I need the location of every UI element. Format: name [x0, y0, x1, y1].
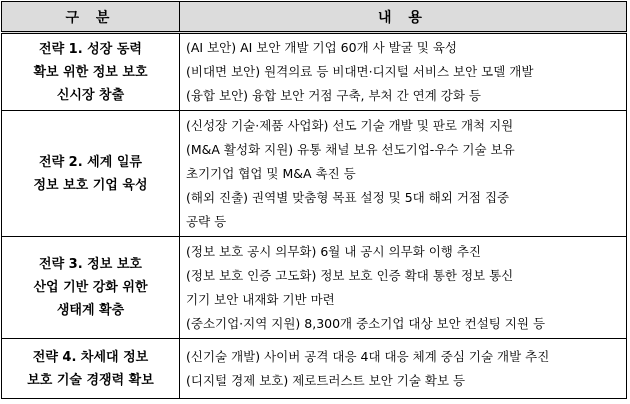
strategy-title-line: 전략 3. 정보 보호 [39, 257, 142, 272]
header-row [2, 2, 627, 33]
table-body [2, 33, 627, 399]
content-line: (정보 보호 인증 고도화) 정보 보호 인증 확대 통한 정보 통신 [186, 267, 514, 283]
strategy-category-cell [2, 237, 180, 339]
content-line: (M&A 활성화 지원) 유통 채널 보유 선도기업-우수 기술 보유 [186, 141, 515, 157]
strategy-content-cell [180, 111, 627, 237]
strategy-table [1, 1, 627, 399]
strategy-title-line: 정보 보호 기업 육성 [33, 177, 148, 193]
strategy-title-line: 전략 4. 차세대 정보 [32, 349, 149, 365]
table-header [2, 2, 627, 33]
table-row [2, 237, 627, 339]
content-line: 공략 등 [186, 213, 227, 229]
content-line: (디지털 경제 보호) 제로트러스트 보안 기술 확보 등 [186, 372, 466, 388]
content-line: (융합 보안) 융합 보안 거점 구축, 부처 간 연계 강화 등 [186, 88, 481, 103]
content-line: (해외 진출) 권역별 맞춤형 목표 설정 및 5대 해외 거점 집중 [186, 189, 510, 205]
strategy-content-cell [180, 339, 627, 399]
table-row [2, 111, 627, 237]
strategy-title-line: 신시장 창출 [56, 87, 125, 103]
strategy-category-cell [2, 339, 180, 399]
content-line: (신기술 개발) 사이버 공격 대응 4대 대응 체계 중심 기술 개발 추진 [186, 348, 550, 364]
content-line: (비대면 보안) 원격의료 등 비대면·디지털 서비스 보안 모델 개발 [186, 64, 534, 79]
content-line: 초기기업 협업 및 M&A 촉진 등 [186, 165, 356, 181]
content-line: (중소기업·지역 지원) 8,300개 중소기업 대상 보안 컨설팅 지원 등 [186, 315, 546, 331]
strategy-title-line: 전략 2. 세계 일류 [39, 154, 142, 170]
strategy-category-cell [2, 33, 180, 111]
strategy-title-line: 생태계 확충 [56, 303, 125, 318]
strategy-title-line: 확보 위한 정보 보호 [33, 64, 148, 80]
content-line: (정보 보호 공시 의무화) 6월 내 공시 의무화 이행 추진 [186, 243, 481, 259]
table-row [2, 33, 627, 111]
strategy-category-cell [2, 111, 180, 237]
table-row [2, 339, 627, 399]
strategy-content-cell [180, 237, 627, 339]
content-line: 기기 보안 내재화 기반 마련 [186, 291, 335, 307]
content-line: (신성장 기술·제품 사업화) 선도 기술 개발 및 판로 개척 지원 [186, 117, 514, 133]
strategy-title-line: 산업 기반 강화 위한 [33, 280, 148, 295]
strategy-content-cell [180, 33, 627, 111]
strategy-title-line: 전략 1. 성장 동력 [39, 41, 142, 57]
strategy-title-line: 보호 기술 경쟁력 확보 [27, 372, 154, 388]
header-content: 내 용 [180, 2, 627, 33]
content-line: (AI 보안) AI 보안 개발 기업 60개 사 발굴 및 육성 [186, 40, 457, 55]
header-category: 구 분 [2, 2, 180, 33]
